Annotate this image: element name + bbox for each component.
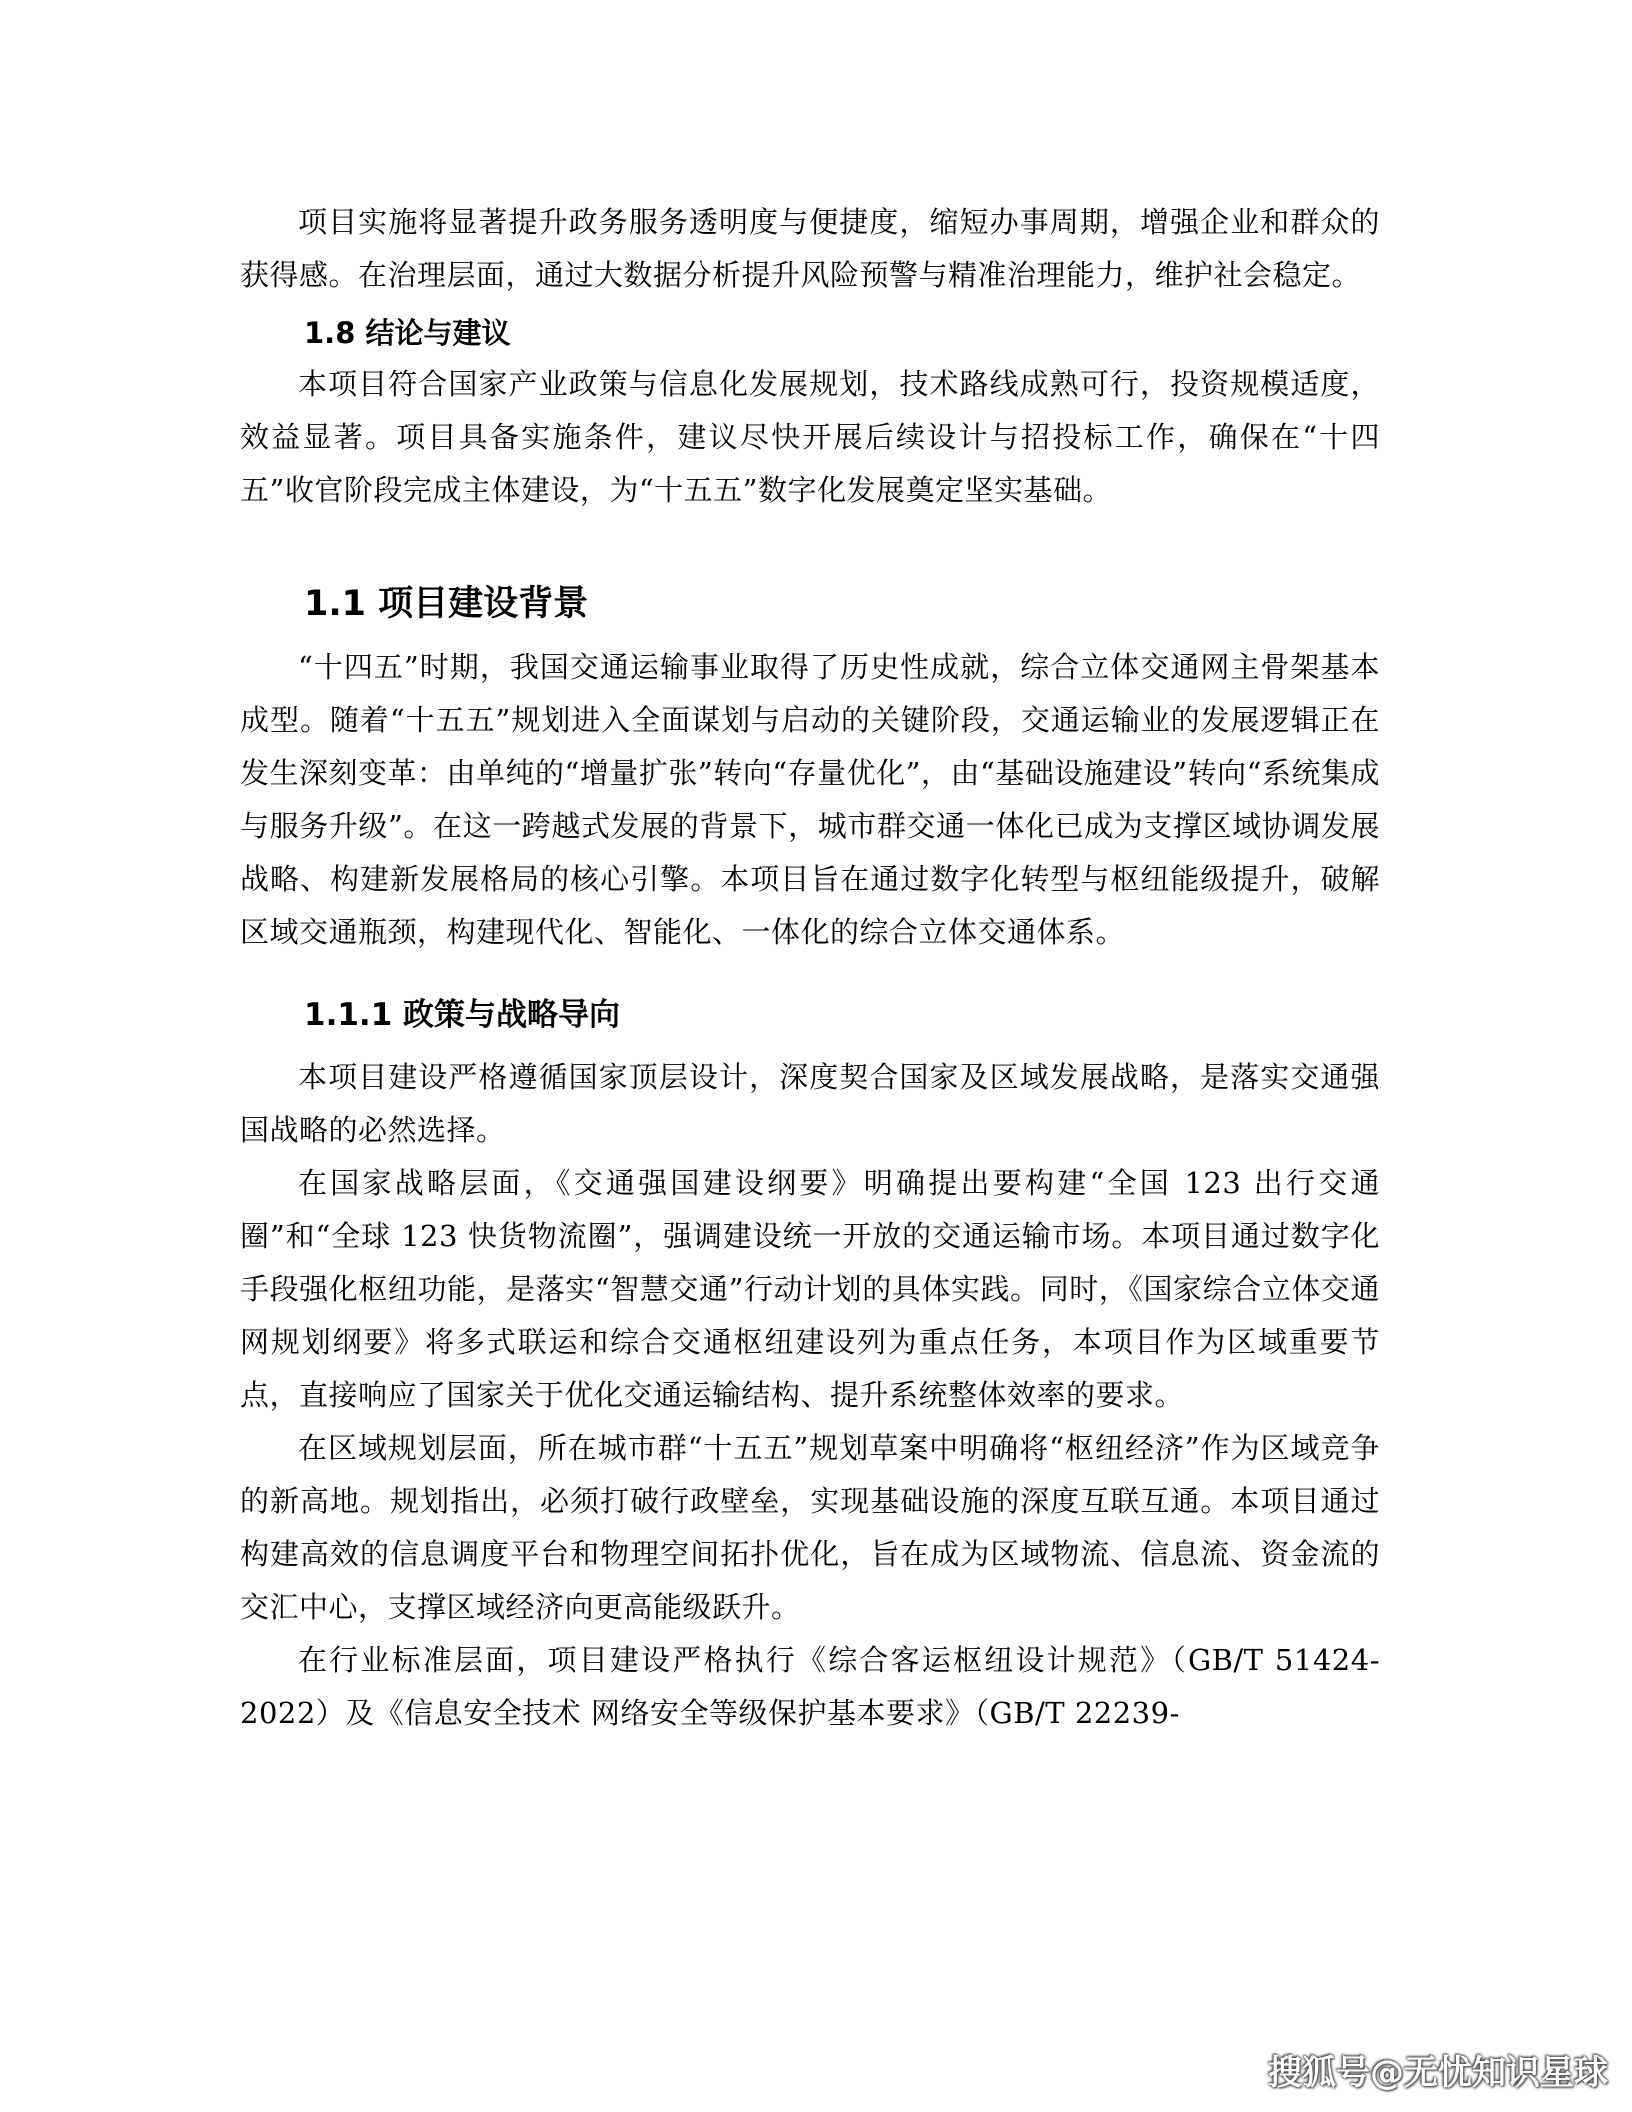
paragraph-industry-standards: 在行业标准层面，项目建设严格执行《综合客运枢纽设计规范》（GB/T 51424-2022）及《信息安全技术 网络安全等级保护基本要求》（GB/T 22239- — [240, 1643, 1380, 1730]
heading-project-background: 1.1 项目建设背景 — [304, 584, 589, 624]
watermark-text: 搜狐号@无忧知识星球 — [1268, 2053, 1608, 2093]
paragraph-regional-planning: 在区域规划层面，所在城市群“十五五”规划草案中明确将“枢纽经济”作为区域竞争的新高地。规划指出，必须打破行政壁垒，实现基础设施的深度互联互通。本项目通过构建高效的信息调度平台和物理空间拓扑优化，旨在成为区域物流、信息流、资金流的交汇中心，支撑区域经济向更高能级跃升。 — [240, 1431, 1380, 1624]
paragraph-benefits: 项目实施将显著提升政务服务透明度与便捷度，缩短办事周期，增强企业和群众的获得感。在治理层面，通过大数据分析提升风险预警与精准治理能力，维护社会稳定。 — [240, 205, 1380, 292]
paragraph-national-strategy: 在国家战略层面，《交通强国建设纲要》明确提出要构建“全国 123 出行交通圈”和“全球 123 快货物流圈”，强调建设统一开放的交通运输市场。本项目通过数字化手段强化枢纽功能，是落实“智慧交通”行动计划的具体实践。同时，《国家综合立体交通网规划纲要》将多式联运和综合交通枢纽建设列为重点任务，本项目作为区域重要节点，直接响应了国家关于优化交通运输结构、提升系统整体效率的要求。 — [240, 1166, 1380, 1412]
heading-conclusion: 1.8 结论与建议 — [304, 316, 511, 350]
paragraph-policy-intro: 本项目建设严格遵循国家顶层设计，深度契合国家及区域发展战略，是落实交通强国战略的必然选择。 — [240, 1060, 1380, 1147]
heading-policy-strategy: 1.1.1 政策与战略导向 — [304, 997, 621, 1033]
document-page — [240, 196, 1380, 1740]
paragraph-conclusion: 本项目符合国家产业政策与信息化发展规划，技术路线成熟可行，投资规模适度，效益显著。项目具备实施条件，建议尽快开展后续设计与招投标工作，确保在“十四五”收官阶段完成主体建设，为“十五五”数字化发展奠定坚实基础。 — [240, 367, 1380, 507]
paragraph-background: “十四五”时期，我国交通运输事业取得了历史性成就，综合立体交通网主骨架基本成型。随着“十五五”规划进入全面谋划与启动的关键阶段，交通运输业的发展逻辑正在发生深刻变革：由单纯的“增量扩张”转向“存量优化”，由“基础设施建设”转向“系统集成与服务升级”。在这一跨越式发展的背景下，城市群交通一体化已成为支撑区域协调发展战略、构建新发展格局的核心引擎。本项目旨在通过数字化转型与枢纽能级提升，破解区域交通瓶颈，构建现代化、智能化、一体化的综合立体交通体系。 — [240, 650, 1380, 949]
